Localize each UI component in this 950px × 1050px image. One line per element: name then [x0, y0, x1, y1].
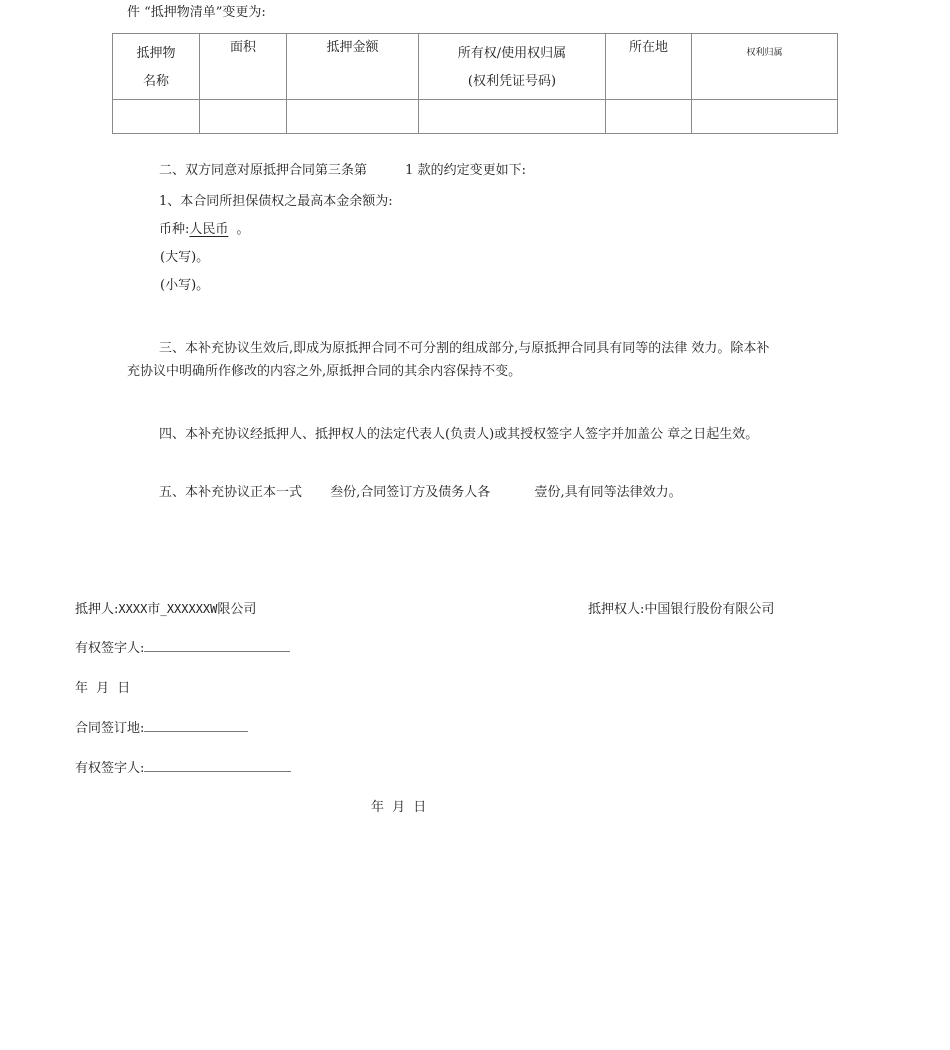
header-cell-area: 面积	[200, 34, 287, 100]
mortgagor-name-b: 市_	[147, 602, 167, 617]
clause2-heading-num: 1	[405, 163, 414, 178]
mortgagor-line	[75, 598, 256, 617]
header-cell-name: 抵押物 名称	[113, 34, 200, 100]
table-cell	[200, 100, 287, 134]
mortgagor-label: 抵押人:	[75, 602, 119, 617]
table-row	[113, 100, 838, 134]
mortgagor-name-c: XXXXXXW	[166, 602, 218, 616]
signer2-label: 有权签字人:	[75, 761, 145, 776]
clause2-heading-a: 二、双方同意对原抵押合同第三条第	[159, 163, 368, 178]
signer2-line	[75, 757, 291, 776]
clause5-part-b: 叁份,合同签订方及债务人各	[330, 485, 491, 500]
clause2-item1: 1、本合同所担保债权之最高本金余额为:	[159, 194, 393, 209]
table-header-row	[113, 34, 838, 100]
mortgage-list-table	[112, 33, 838, 134]
mortgagor-name-a: XXXX	[118, 602, 148, 616]
place-line	[75, 717, 248, 736]
signer2-blank	[144, 759, 291, 772]
table-cell	[113, 100, 200, 134]
clause2-heading	[159, 159, 526, 178]
table-cell	[692, 100, 838, 134]
signer1-label: 有权签字人:	[75, 641, 145, 656]
signer1-line	[75, 637, 290, 656]
date1: 年 月 日	[75, 681, 131, 696]
currency-line	[159, 218, 250, 237]
header-cell-ownership: 所有权/使用权归属 (权利凭证号码)	[419, 34, 606, 100]
currency-label: 币种:	[159, 222, 190, 237]
amount-upper: (大写)。	[160, 250, 210, 265]
clause5-part-c: 壹份,具有同等法律效力。	[534, 485, 682, 500]
currency-value: 人民币	[189, 222, 229, 237]
amount-lower: (小写)。	[160, 278, 210, 293]
clause5-text	[159, 481, 682, 500]
clause3-line1: 三、本补充协议生效后,即成为原抵押合同不可分割的组成部分,与原抵押合同具有同等的法律 效力。除本补	[159, 341, 770, 356]
mortgagee-line: 抵押权人:中国银行股份有限公司	[588, 602, 775, 617]
header-cell-amount: 抵押金额	[287, 34, 419, 100]
currency-end: 。	[236, 222, 250, 237]
table-cell	[419, 100, 606, 134]
intro-text: 件 “抵押物清单”变更为:	[127, 5, 266, 20]
clause3-line2: 充协议中明确所作修改的内容之外,原抵押合同的其余内容保持不变。	[127, 364, 522, 379]
signer1-blank	[144, 639, 290, 652]
table-cell	[606, 100, 692, 134]
place-label: 合同签订地:	[75, 721, 145, 736]
place-blank	[144, 719, 248, 732]
header-cell-rights: 权利归属	[692, 34, 838, 100]
date2: 年 月 日	[371, 800, 427, 815]
table-cell	[287, 100, 419, 134]
clause5-part-a: 五、本补充协议正本一式	[159, 485, 303, 500]
clause4-text: 四、本补充协议经抵押人、抵押权人的法定代表人(负责人)或其授权签字人签字并加盖公 章之日起生效。	[159, 427, 759, 442]
header-cell-location: 所在地	[606, 34, 692, 100]
mortgagor-name-d: 限公司	[217, 602, 257, 617]
clause2-heading-b: 款的约定变更如下:	[417, 163, 526, 178]
